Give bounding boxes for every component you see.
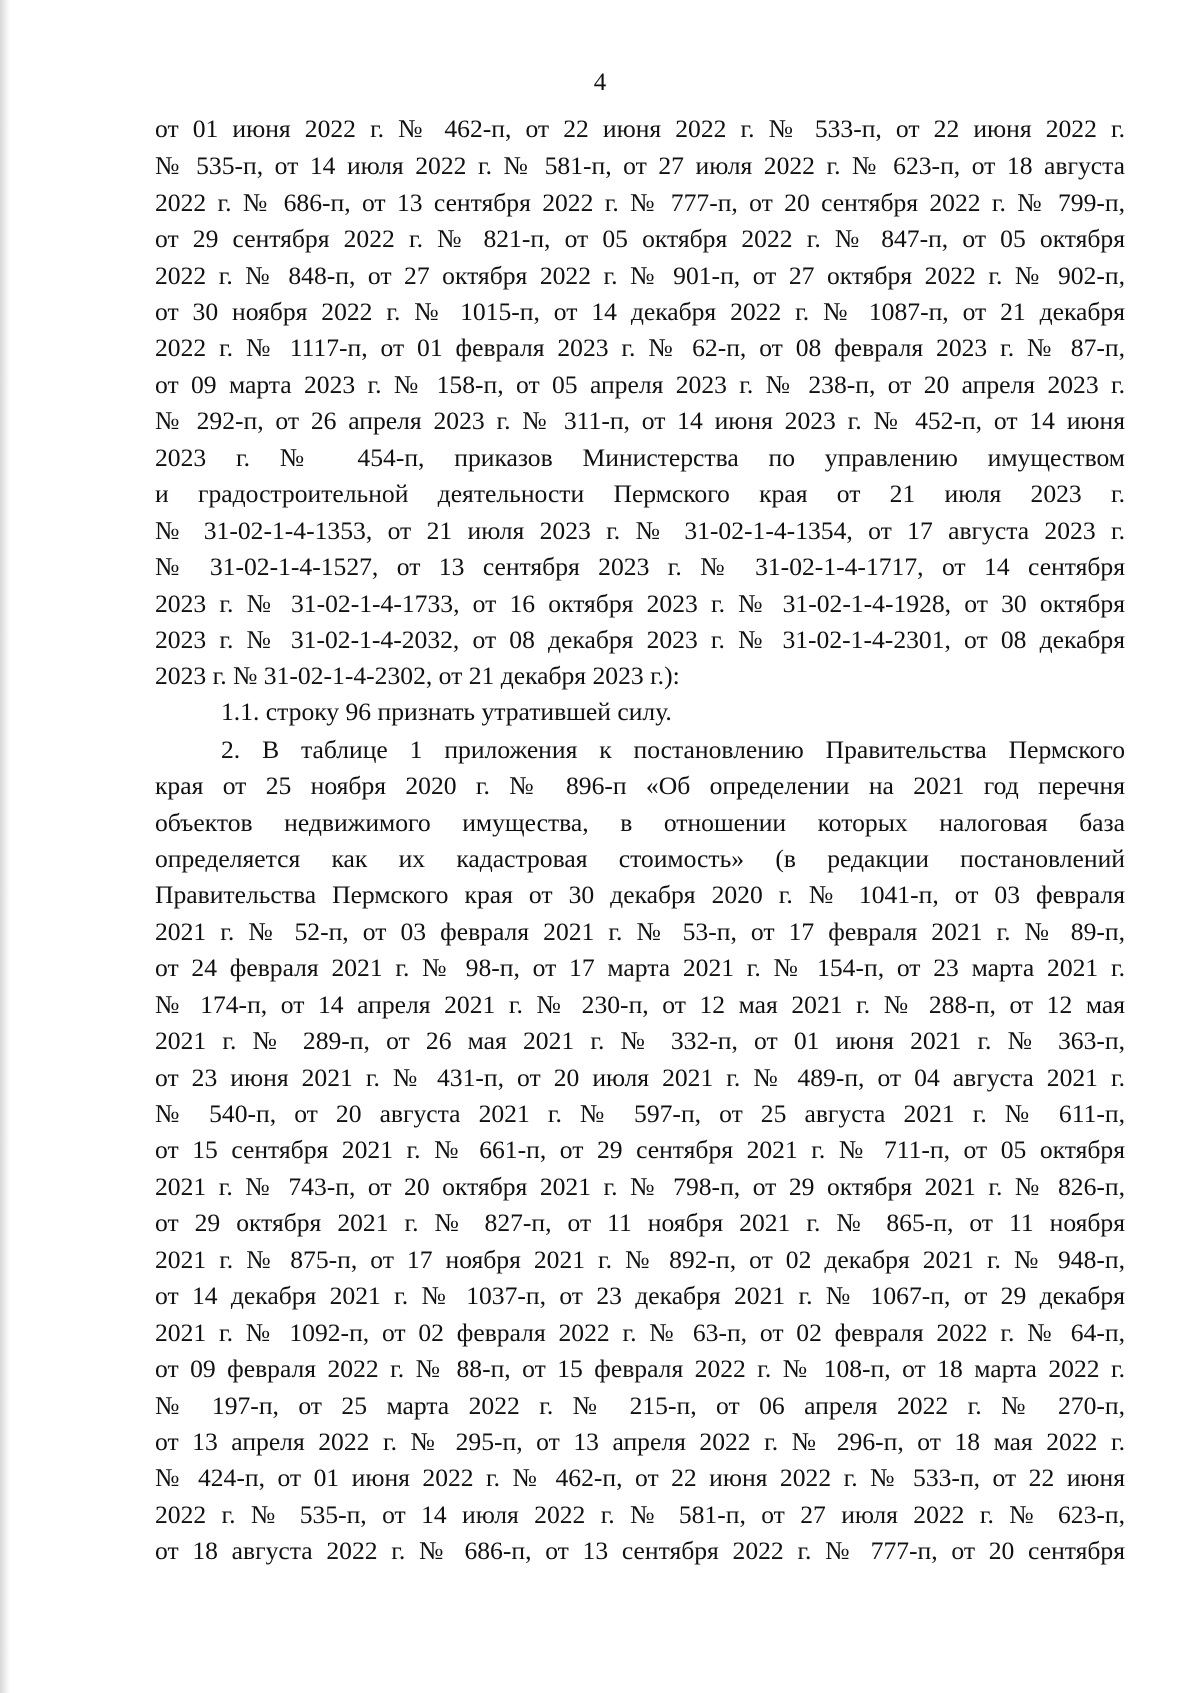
text-line: от 15 сентября 2021 г. № 661-п, от 29 сентября 2021 г. № 711-п, от 05 октября xyxy=(155,1135,1125,1164)
text-line: № 31-02-1-4-1527, от 13 сентября 2023 г. № 31-02-1-4-1717, от 14 сентября xyxy=(155,552,1125,581)
text-line: 2021 г. № 52-п, от 03 февраля 2021 г. № 53-п, от 17 февраля 2021 г. № 89-п, xyxy=(155,917,1125,946)
text-line: 2023 г. № 31-02-1-4-1733, от 16 октября 2023 г. № 31-02-1-4-1928, от 30 октября xyxy=(155,589,1125,618)
text-line: № 292-п, от 26 апреля 2023 г. № 311-п, от 14 июня 2023 г. № 452-п, от 14 июня xyxy=(155,406,1125,435)
text-line: № 424-п, от 01 июня 2022 г. № 462-п, от 22 июня 2022 г. № 533-п, от 22 июня xyxy=(155,1463,1125,1492)
text-line: 2022 г. № 686-п, от 13 сентября 2022 г. № 777-п, от 20 сентября 2022 г. № 799-п, xyxy=(155,188,1125,217)
text-line: от 24 февраля 2021 г. № 98-п, от 17 марта 2021 г. № 154-п, от 23 марта 2021 г. xyxy=(155,953,1125,982)
page-number: 4 xyxy=(593,69,607,96)
text-line: 2023 г. № 454-п, приказов Министерства по управлению имуществом xyxy=(155,443,1125,472)
text-line: № 540-п, от 20 августа 2021 г. № 597-п, от 25 августа 2021 г. № 611-п, xyxy=(155,1099,1125,1128)
text-line: 2. В таблице 1 приложения к постановлению Правительства Пермского xyxy=(221,735,1125,764)
text-line: 2021 г. № 289-п, от 26 мая 2021 г. № 332-п, от 01 июня 2021 г. № 363-п, xyxy=(155,1026,1125,1055)
text-line: № 31-02-1-4-1353, от 21 июля 2023 г. № 31-02-1-4-1354, от 17 августа 2023 г. xyxy=(155,516,1125,545)
text-line: края от 25 ноября 2020 г. № 896-п «Об определении на 2021 год перечня xyxy=(155,771,1125,800)
text-line: 2021 г. № 1092-п, от 02 февраля 2022 г. № 63-п, от 02 февраля 2022 г. № 64-п, xyxy=(155,1318,1125,1347)
text-line: Правительства Пермского края от 30 декабря 2020 г. № 1041-п, от 03 февраля xyxy=(155,880,1125,909)
text-line: от 23 июня 2021 г. № 431-п, от 20 июля 2021 г. № 489-п, от 04 августа 2021 г. xyxy=(155,1063,1125,1092)
text-line: от 29 сентября 2022 г. № 821-п, от 05 октября 2022 г. № 847-п, от 05 октября xyxy=(155,224,1125,253)
scan-edge-shadow xyxy=(0,0,10,1693)
text-line: 1.1. строку 96 признать утратившей силу. xyxy=(221,697,672,726)
text-line: № 535-п, от 14 июля 2022 г. № 581-п, от 27 июля 2022 г. № 623-п, от 18 августа xyxy=(155,151,1125,180)
text-line: 2023 г. № 31-02-1-4-2302, от 21 декабря 2023 г.): xyxy=(155,661,680,690)
text-line: 2022 г. № 848-п, от 27 октября 2022 г. № 901-п, от 27 октября 2022 г. № 902-п, xyxy=(155,261,1125,290)
text-line: № 174-п, от 14 апреля 2021 г. № 230-п, от 12 мая 2021 г. № 288-п, от 12 мая xyxy=(155,990,1125,1019)
text-line: от 09 марта 2023 г. № 158-п, от 05 апреля 2023 г. № 238-п, от 20 апреля 2023 г. xyxy=(155,370,1125,399)
text-line: от 29 октября 2021 г. № 827-п, от 11 ноября 2021 г. № 865-п, от 11 ноября xyxy=(155,1208,1125,1237)
text-line: от 01 июня 2022 г. № 462-п, от 22 июня 2022 г. № 533-п, от 22 июня 2022 г. xyxy=(155,114,1125,143)
text-line: 2022 г. № 535-п, от 14 июля 2022 г. № 581-п, от 27 июля 2022 г. № 623-п, xyxy=(155,1500,1125,1529)
text-line: от 13 апреля 2022 г. № 295-п, от 13 апреля 2022 г. № 296-п, от 18 мая 2022 г. xyxy=(155,1427,1125,1456)
text-line: от 09 февраля 2022 г. № 88-п, от 15 февраля 2022 г. № 108-п, от 18 марта 2022 г. xyxy=(155,1354,1125,1383)
text-line: 2023 г. № 31-02-1-4-2032, от 08 декабря 2023 г. № 31-02-1-4-2301, от 08 декабря xyxy=(155,625,1125,654)
text-line: и градостроительной деятельности Пермского края от 21 июля 2023 г. xyxy=(155,479,1125,508)
text-line: определяется как их кадастровая стоимость» (в редакции постановлений xyxy=(155,844,1125,873)
text-line: объектов недвижимого имущества, в отношении которых налоговая база xyxy=(155,808,1125,837)
text-line: от 14 декабря 2021 г. № 1037-п, от 23 декабря 2021 г. № 1067-п, от 29 декабря xyxy=(155,1281,1125,1310)
text-line: 2022 г. № 1117-п, от 01 февраля 2023 г. № 62-п, от 08 февраля 2023 г. № 87-п, xyxy=(155,333,1125,362)
text-line: 2021 г. № 875-п, от 17 ноября 2021 г. № 892-п, от 02 декабря 2021 г. № 948-п, xyxy=(155,1245,1125,1274)
text-line: № 197-п, от 25 марта 2022 г. № 215-п, от 06 апреля 2022 г. № 270-п, xyxy=(155,1391,1125,1420)
text-line: от 18 августа 2022 г. № 686-п, от 13 сентября 2022 г. № 777-п, от 20 сентября xyxy=(155,1536,1125,1565)
text-line: 2021 г. № 743-п, от 20 октября 2021 г. № 798-п, от 29 октября 2021 г. № 826-п, xyxy=(155,1172,1125,1201)
text-line: от 30 ноября 2022 г. № 1015-п, от 14 декабря 2022 г. № 1087-п, от 21 декабря xyxy=(155,297,1125,326)
